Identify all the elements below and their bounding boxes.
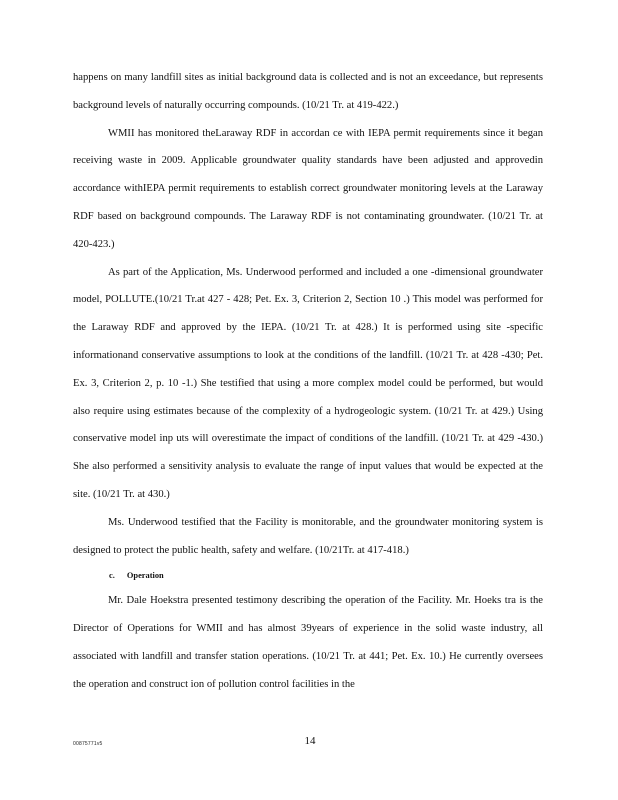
paragraph-facility-monitorable: Ms. Underwood testified that the Facility is monitorable, and the groundwater monitoring system is designed to protect the public health, safety and welfare. (10/21Tr. at 417-418.)	[73, 516, 543, 556]
page-number: 14	[304, 735, 316, 747]
paragraph-groundwater-monitoring: WMII has monitored theLaraway RDF in accordan ce with IEPA permit requirements since it began receiving waste in 2009. Applicable groundwater quality standards have been adjusted and approvedin accordance withIEPA permit requirements to establish correct groundwater monitoring levels at the Laraway RDF based on background compounds. The Laraway RDF is not contaminating groundwater. (10/21 Tr. at 420-423.)	[73, 127, 543, 250]
document-id: 00875771v5	[73, 741, 103, 747]
subheading-title: Operation	[126, 571, 164, 581]
paragraph-pollute-model: As part of the Application, Ms. Underwood performed and included a one -dimensional groundwater model, POLLUTE.(10/21 Tr.at 427 - 428; Pet. Ex. 3, Criterion 2, Section 10 .) This model was performed for the Laraway RDF and approved by the IEPA. (10/21 Tr. at 428.) It is performed using site -specific informationand conservative assumptions to look at the conditions of the landfill. (10/21 Tr. at 428 -430; Pet. Ex. 3, Criterion 2, p. 10 -1.) She testified that using a more complex model could be performed, but would also require using estimates because of the complexity of a hydrogeologic system. (10/21 Tr. at 429.) Using conservative model inp uts will overestimate the impact of conditions of the landfill. (10/21 Tr. at 429 -430.) She also performed a sensitivity analysis to evaluate the range of input values that would be expected at the site. (10/21 Tr. at 430.)	[73, 266, 543, 500]
paragraph-background-data: happens on many landfill sites as initial background data is collected and is not an exceedance, but represents background levels of naturally occurring compounds. (10/21 Tr. at 419-422.)	[73, 72, 543, 111]
section-subheading	[73, 564, 543, 587]
document-body	[73, 64, 543, 699]
subheading-letter: c.	[109, 571, 115, 581]
paragraph-operation-testimony: Mr. Dale Hoekstra presented testimony describing the operation of the Facility. Mr. Hoeks tra is the Director of Operations for WMII and has almost 39years of experience in the solid waste industry, all associated with landfill and transfer station operations. (10/21 Tr. at 441; Pet. Ex. 10.) He currently oversees the operation and construct ion of pollution control facilities in the	[73, 595, 543, 690]
